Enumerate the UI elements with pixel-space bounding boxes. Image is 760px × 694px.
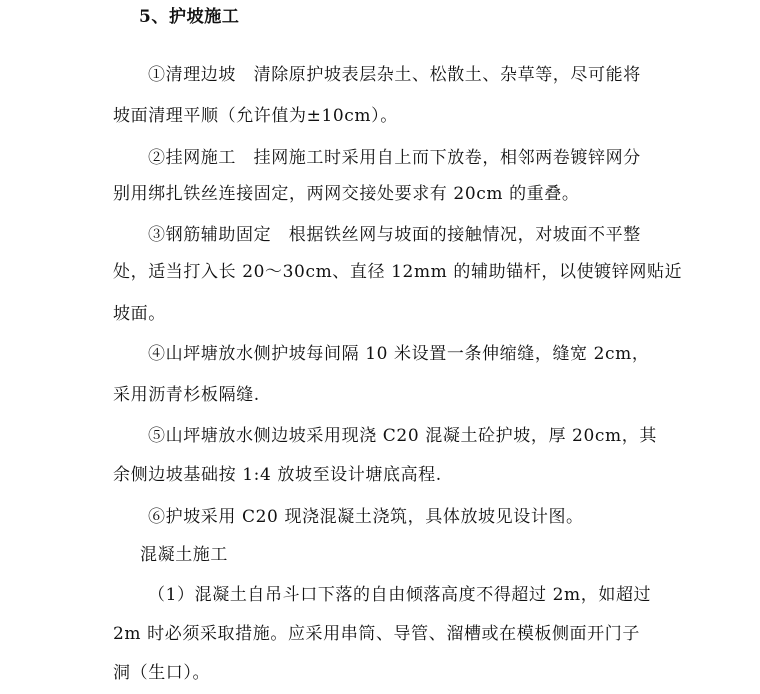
section-title: 5、护坡施工 xyxy=(139,7,240,27)
paragraph-line: ③钢筋辅助固定 根据铁丝网与坡面的接触情况，对坡面不平整 xyxy=(148,225,641,245)
paragraph-line: ⑤山坪塘放水侧边坡采用现浇 C20 混凝土砼护坡，厚 20cm，其 xyxy=(148,426,657,446)
paragraph-line: 2m 时必须采取措施。应采用串筒、导管、溜槽或在模板侧面开门子 xyxy=(113,624,640,644)
paragraph-line: 采用沥青杉板隔缝. xyxy=(113,385,260,405)
paragraph-line: 余侧边坡基础按 1:4 放坡至设计塘底高程. xyxy=(113,465,442,485)
paragraph-line: ②挂网施工 挂网施工时采用自上而下放卷，相邻两卷镀锌网分 xyxy=(148,148,641,168)
paragraph-line: 处，适当打入长 20～30cm、直径 12mm 的辅助锚杆，以使镀锌网贴近 xyxy=(113,262,683,282)
paragraph-line: ①清理边坡 清除原护坡表层杂土、松散土、杂草等，尽可能将 xyxy=(148,65,641,85)
paragraph-line: 坡面。 xyxy=(113,304,166,324)
paragraph-line: 坡面清理平顺（允许值为±10cm）。 xyxy=(113,106,398,126)
paragraph-line: ④山坪塘放水侧护坡每间隔 10 米设置一条伸缩缝，缝宽 2cm， xyxy=(148,344,650,364)
subsection-title: 混凝土施工 xyxy=(140,545,228,565)
paragraph-line: （1）混凝土自吊斗口下落的自由倾落高度不得超过 2m，如超过 xyxy=(148,585,652,605)
paragraph-line: 别用绑扎铁丝连接固定，两网交接处要求有 20cm 的重叠。 xyxy=(113,184,580,204)
paragraph-line: ⑥护坡采用 C20 现浇混凝土浇筑，具体放坡见设计图。 xyxy=(148,507,584,527)
paragraph-line: 洞（生口）。 xyxy=(113,663,211,683)
